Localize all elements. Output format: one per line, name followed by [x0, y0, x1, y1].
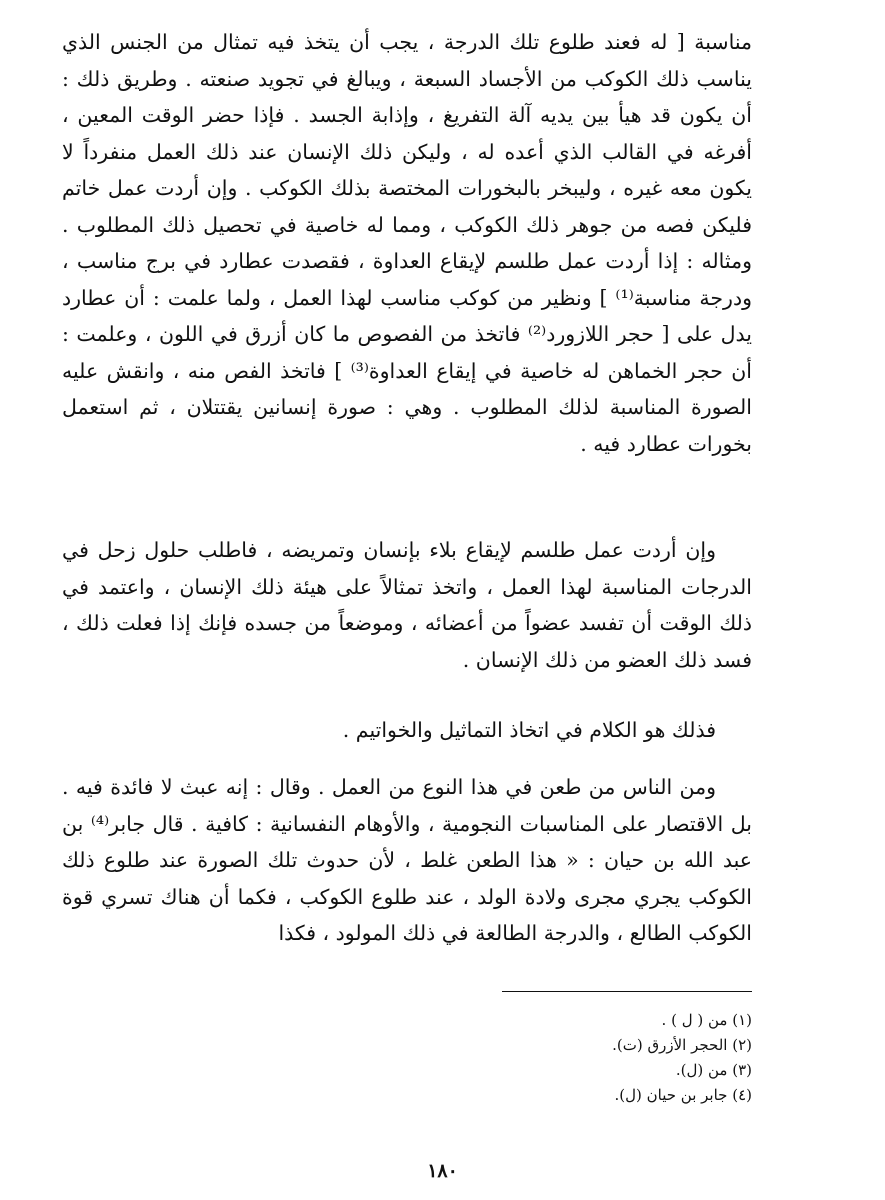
body-paragraph: فذلك هو الكلام في اتخاذ التماثيل والخواتيم . — [342, 718, 716, 742]
body-paragraph: مناسبة [ له فعند طلوع تلك الدرجة ، يجب أن يتخذ فيه تمثال من الجنس الذي يناسب ذلك الكوكب من الأجساد السبعة ، ويبالغ في تجويد صنعته . وطريق ذلك : أن يكون قد هيأ بين يديه آلة التفريغ ، وإذابة الجسد . فإذا حضر الوقت المعين ، أفرغه في القالب الذي أعده له ، وليكن ذلك الإنسان عند ذلك العمل منفرداً لا يكون معه غيره ، وليبخر بالبخورات المختصة بذلك الكوكب . وإن أردت عمل خاتم فليكن فصه من جوهر ذلك الكوكب ، ومما له خاصية في تحصيل ذلك المطلوب . ومثاله : إذا أردت عمل طلسم لإيقاع العداوة ، فقصدت عطارد في برج مناسب ، ودرجة مناسبة⁽¹⁾ ] ونظير من كوكب مناسب لهذا العمل ، ولما علمت : أن عطارد يدل على [ حجر اللازورد⁽²⁾ فاتخذ من الفصوص ما كان أزرق في اللون ، وعلمت : أن حجر الخماهن له خاصية في إيقاع العداوة⁽³⁾ ] فاتخذ الفص منه ، وانقش عليه الصورة المناسبة لذلك المطلوب . وهي : صورة إنسانين يقتتلان ، ثم استعمل بخورات عطارد فيه . — [62, 30, 753, 456]
footnote: (٣) من (ل). — [675, 1061, 752, 1079]
footnotes-list — [612, 1008, 752, 1108]
footnote-divider — [502, 991, 752, 992]
page-number: ١٨٠ — [427, 1160, 458, 1182]
footnote: (١) من ( ل ) . — [661, 1011, 752, 1029]
body-paragraph: وإن أردت عمل طلسم لإيقاع بلاء بإنسان وتمريضه ، فاطلب حلول زحل في الدرجات المناسبة لهذا العمل ، واتخذ تمثالاً على هيئة ذلك الإنسان ، واعتمد في ذلك الوقت أن تفسد عضواً من أعضائه ، وموضعاً من جسده فإنك إذا فعلت ذلك ، فسد ذلك العضو من ذلك الإنسان . — [62, 538, 752, 672]
footnote: (٢) الحجر الأزرق (ت). — [612, 1036, 752, 1054]
body-paragraph: ومن الناس من طعن في هذا النوع من العمل . وقال : إنه عبث لا فائدة فيه . بل الاقتصار على المناسبات النجومية ، والأوهام النفسانية : كافية . قال جابر⁽⁴⁾ بن عبد الله بن حيان : « هذا الطعن غلط ، لأن حدوث تلك الصورة عند طلوع ذلك الكوكب يجري مجرى ولادة الولد ، عند طلوع الكوكب ، فكما أن هناك تسري قوة الكوكب الطالع ، والدرجة الطالعة في ذلك المولود ، فكذا — [62, 775, 752, 945]
footnote: (٤) جابر بن حيان (ل). — [614, 1086, 752, 1104]
